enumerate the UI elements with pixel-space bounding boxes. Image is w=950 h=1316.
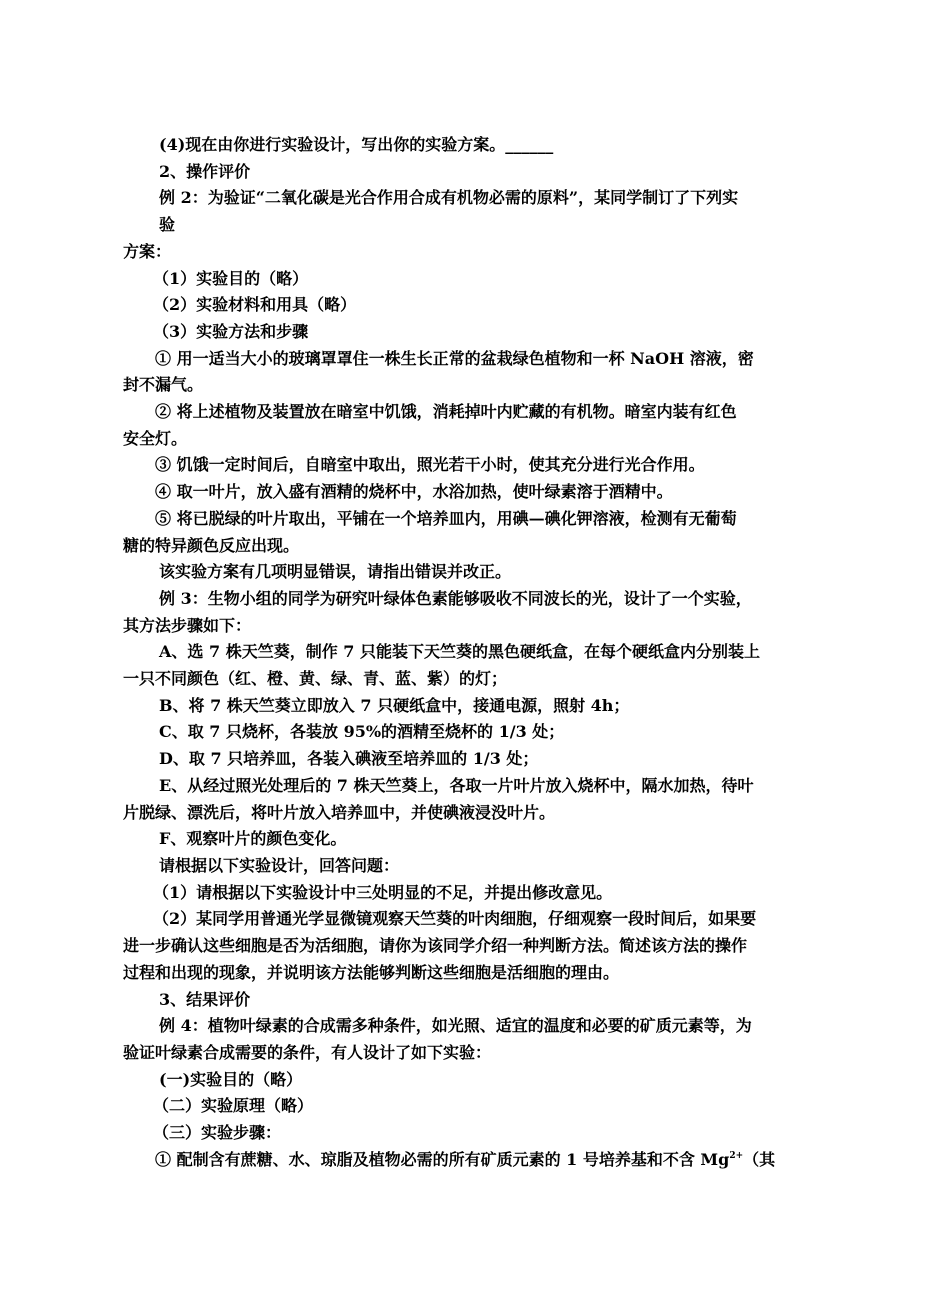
example-4-step-1-tail: （其 xyxy=(743,1149,776,1169)
example-2-intro-wrap: 验 xyxy=(159,215,176,235)
step-5-wrap: 糖的特异颜色反应出现。 xyxy=(123,535,300,555)
plan-item-2: （2）实验材料和用具（略） xyxy=(153,295,357,315)
section-heading-result-evaluation: 3、结果评价 xyxy=(159,989,251,1009)
step-c: C、取 7 只烧杯，各装放 95%的酒精至烧杯的 1/3 处； xyxy=(159,722,565,742)
step-3: ③ 饥饿一定时间后，自暗室中取出，照光若干小时，使其充分进行光合作用。 xyxy=(155,455,705,475)
step-1-wrap: 封不漏气。 xyxy=(123,375,204,395)
plan-item-3: （3）实验方法和步骤 xyxy=(153,321,309,341)
step-e: E、从经过照光处理后的 7 株天竺葵上，各取一片叶片放入烧杯中，隔水加热，待叶 xyxy=(159,775,754,795)
example-2-question: 该实验方案有几项明显错误，请指出错误并改正。 xyxy=(159,562,512,582)
example-4-step-1-text: ① 配制含有蔗糖、水、琼脂及植物必需的所有矿质元素的 1 号培养基和不含 Mg xyxy=(155,1149,730,1169)
plan-item-1: （1）实验目的（略） xyxy=(153,268,309,288)
example-4-intro: 例 4：植物叶绿素的合成需多种条件，如光照、适宜的温度和必要的矿质元素等，为 xyxy=(159,1016,752,1036)
step-5: ⑤ 将已脱绿的叶片取出，平铺在一个培养皿内，用碘—碘化钾溶液，检测有无葡萄 xyxy=(155,508,737,528)
example-3-question-2: （2）某同学用普通光学显微镜观察天竺葵的叶肉细胞，仔细观察一段时间后，如果要 xyxy=(153,909,757,929)
example-3-intro: 例 3：生物小组的同学为研究叶绿体色素能够吸收不同波长的光，设计了一个实验， xyxy=(159,588,752,608)
step-f: F、观察叶片的颜色变化。 xyxy=(159,829,347,849)
step-4: ④ 取一叶片，放入盛有酒精的烧杯中，水浴加热，使叶绿素溶于酒精中。 xyxy=(155,482,673,502)
example-3-question-2-wrap-2: 过程和出现的现象，并说明该方法能够判断这些细胞是活细胞的理由。 xyxy=(123,962,620,982)
step-e-wrap: 片脱绿、漂洗后，将叶片放入培养皿中，并使碘液浸没叶片。 xyxy=(123,802,556,822)
example-3-question-2-wrap-1: 进一步确认这些细胞是否为活细胞，请你为该同学介绍一种判断方法。简述该方法的操作 xyxy=(123,936,748,956)
example-4-step-1 xyxy=(123,1147,827,1174)
question-4-line: (4)现在由你进行实验设计，写出你的实验方案。______ xyxy=(159,135,554,154)
step-a: A、选 7 株天竺葵，制作 7 只能装下天竺葵的黑色硬纸盒，在每个硬纸盒内分别装上 xyxy=(159,642,760,662)
example-3-question-1: （1）请根据以下实验设计中三处明显的不足，并提出修改意见。 xyxy=(153,882,613,902)
magnesium-charge: 2+ xyxy=(729,1150,744,1161)
step-a-wrap: 一只不同颜色（红、橙、黄、绿、青、蓝、紫）的灯； xyxy=(123,669,508,689)
example-4-part-3: （三）实验步骤： xyxy=(153,1123,282,1143)
step-2-wrap: 安全灯。 xyxy=(123,428,188,448)
example-4-part-2: （二）实验原理（略） xyxy=(153,1096,314,1116)
example-2-intro: 例 2：为验证“二氧化碳是光合作用合成有机物必需的原料”，某同学制订了下列实 xyxy=(159,188,739,208)
example-4-part-1: (一)实验目的（略） xyxy=(159,1069,303,1089)
step-1: ① 用一适当大小的玻璃罩罩住一株生长正常的盆栽绿色植物和一杯 NaOH 溶液，密 xyxy=(155,348,754,368)
section-heading-operation-evaluation: 2、操作评价 xyxy=(159,161,251,181)
example-4-intro-wrap: 验证叶绿素合成需要的条件，有人设计了如下实验： xyxy=(123,1042,492,1062)
example-2-plan-label: 方案： xyxy=(123,241,172,261)
example-3-intro-wrap: 其方法步骤如下： xyxy=(123,615,252,635)
step-2: ② 将上述植物及装置放在暗室中饥饿，消耗掉叶内贮藏的有机物。暗室内装有红色 xyxy=(155,402,737,422)
step-b: B、将 7 株天竺葵立即放入 7 只硬纸盒中，接通电源，照射 4h； xyxy=(159,695,630,715)
example-3-prompt: 请根据以下实验设计，回答问题： xyxy=(159,855,400,875)
step-d: D、取 7 只培养皿，各装入碘液至培养皿的 1/3 处； xyxy=(159,749,539,769)
